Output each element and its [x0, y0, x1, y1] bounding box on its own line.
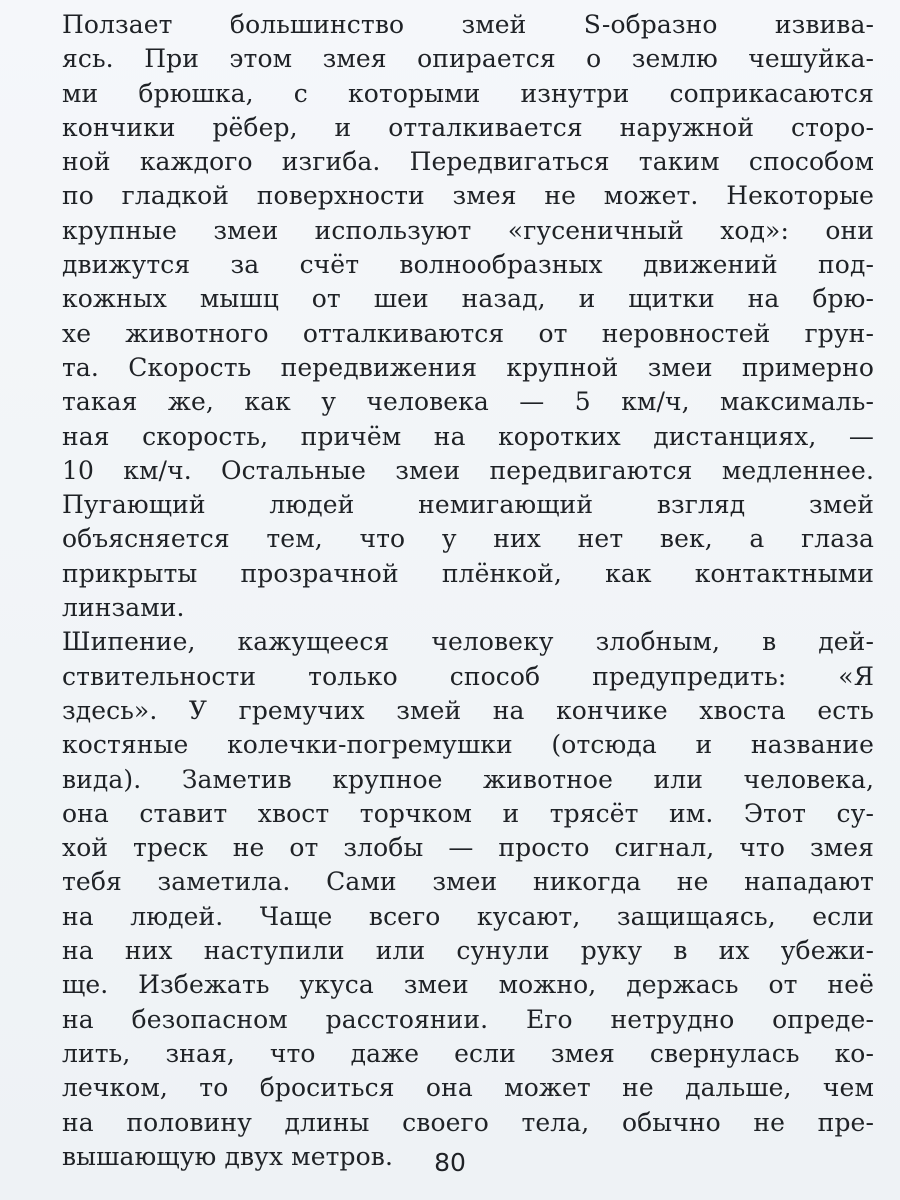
text-line: на безопасном расстоянии. Его нетрудно опреде-: [62, 1004, 874, 1034]
text-line: ствительности только способ предупредить: «Я: [62, 661, 874, 691]
text-line: ясь. При этом змея опирается о землю чешуйка-: [62, 44, 874, 74]
text-line: Пугающий людей немигающий взгляд змей: [62, 490, 874, 520]
text-line: ще. Избежать укуса змеи можно, держась от неё: [62, 970, 874, 1000]
page-number: 80: [434, 1148, 466, 1177]
text-line: на людей. Чаще всего кусают, защищаясь, если: [62, 901, 874, 931]
text-line: та. Скорость передвижения крупной змеи примерно: [62, 352, 874, 382]
text-line: лечком, то броситься она может не дальше, чем: [62, 1073, 874, 1103]
text-line: ми брюшка, с которыми изнутри соприкасаются: [62, 78, 874, 108]
text-line: кончики рёбер, и отталкивается наружной сторо-: [62, 112, 874, 142]
text-line: костяные колечки-погремушки (отсюда и название: [62, 730, 874, 760]
text-line: линзами.: [62, 593, 185, 623]
text-line: лить, зная, что даже если змея свернулась ко-: [62, 1038, 874, 1068]
text-line: по гладкой поверхности змея не может. Некоторые: [62, 181, 874, 211]
text-line: вида). Заметив крупное животное или человека,: [62, 764, 874, 794]
text-line: Ползает большинство змей S-образно извива-: [62, 10, 874, 39]
body-text: [62, 8, 874, 1174]
text-line: Шипение, кажущееся человеку злобным, в дей-: [62, 627, 874, 657]
text-line: ная скорость, причём на коротких дистанциях, —: [62, 421, 874, 451]
text-line: на половину длины своего тела, обычно не пре-: [62, 1107, 874, 1137]
text-line: на них наступили или сунули руку в их убежи-: [62, 936, 874, 966]
text-line: вышающую двух метров.: [62, 1141, 394, 1171]
text-line: ной каждого изгиба. Передвигаться таким способом: [62, 147, 874, 177]
text-line: 10 км/ч. Остальные змеи передвигаются медленнее.: [62, 455, 874, 485]
text-line: движутся за счёт волнообразных движений под-: [62, 250, 874, 280]
text-line: объясняется тем, что у них нет век, а глаза: [62, 524, 874, 554]
text-line: хой треск не от злобы — просто сигнал, что змея: [62, 833, 874, 863]
text-line: здесь». У гремучих змей на кончике хвоста есть: [62, 695, 874, 725]
text-line: тебя заметила. Сами змеи никогда не нападают: [62, 867, 874, 897]
text-line: хе животного отталкиваются от неровностей грун-: [62, 318, 874, 348]
text-line: прикрыты прозрачной плёнкой, как контактными: [62, 558, 874, 588]
text-line: крупные змеи используют «гусеничный ход»: они: [62, 215, 874, 245]
text-line: она ставит хвост торчком и трясёт им. Этот су-: [62, 798, 874, 828]
text-line: такая же, как у человека — 5 км/ч, максималь-: [62, 387, 874, 417]
text-line: кожных мышц от шеи назад, и щитки на брю-: [62, 284, 874, 314]
